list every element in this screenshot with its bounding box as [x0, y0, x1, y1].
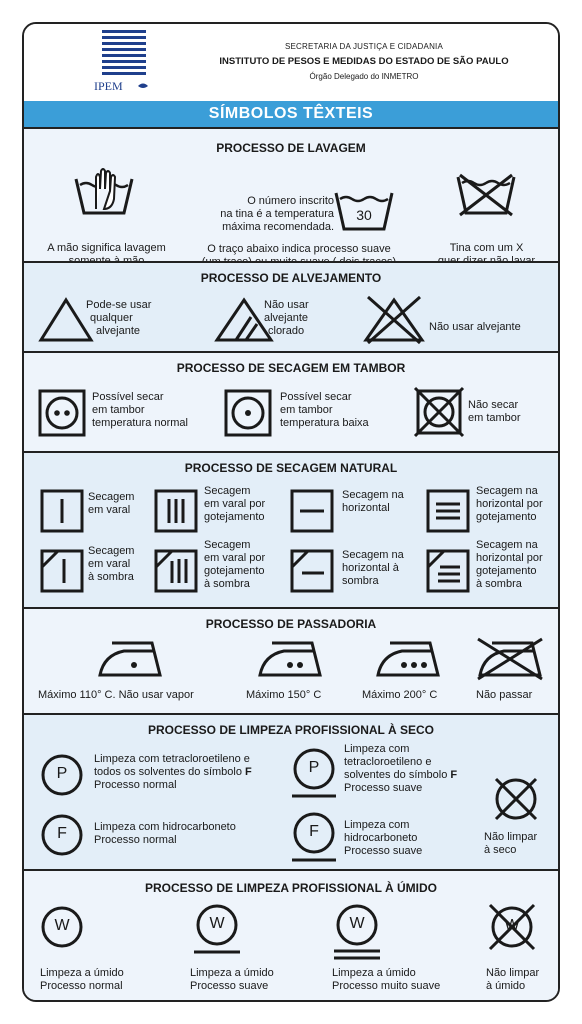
section-passadoria	[24, 607, 558, 715]
dry-clean-f-letter: F	[57, 825, 67, 842]
flat-dry-shade-label: Secagem na horizontal à sombra	[342, 549, 404, 587]
section-title: PROCESSO DE SECAGEM NATURAL	[184, 461, 398, 475]
line-dry-label: Secagem em varal	[88, 491, 135, 516]
hand-wash-icon	[74, 169, 134, 217]
no-wash-label: Tina com um X	[449, 242, 524, 254]
no-iron-label: Não passar	[476, 689, 533, 701]
iron-200-label: Máximo 200° C	[362, 689, 438, 701]
no-dry-clean-icon	[490, 773, 542, 825]
iron-150-label: Máximo 150° C	[246, 689, 322, 701]
temperature-info: O número inscrito na tina é a temperatura máxima recomendada.	[220, 195, 334, 233]
line-dry-shade-label: Secagem em varal à sombra	[88, 545, 135, 583]
no-wet-clean-label: Não limpar à úmido	[486, 967, 540, 992]
section-title: PROCESSO DE PASSADORIA	[205, 617, 377, 631]
wash-temperature: 30	[356, 207, 372, 223]
iron-110-label: Máximo 110° C. Não usar vapor	[38, 689, 194, 701]
tumble-dry-low-label: Possível secar em tambor temperatura baixa	[280, 391, 369, 429]
section-title: PROCESSO DE LIMPEZA PROFISSIONAL À SECO	[147, 723, 435, 737]
no-iron-icon	[474, 637, 546, 681]
drip-line-dry-icon	[154, 489, 198, 533]
section-limpeza-umido	[24, 869, 558, 1002]
drip-line-dry-shade-label: Secagem em varal por gotejamento à sombra	[204, 539, 266, 590]
drip-flat-dry-icon	[426, 489, 470, 533]
wet-clean-very-gentle-icon	[332, 903, 382, 961]
dry-clean-p-letter: P	[56, 765, 68, 782]
dry-clean-p-gentle-letter: P	[308, 759, 320, 776]
org-line-2: INSTITUTO DE PESOS E MEDIDAS DO ESTADO DE SÃO PAULO	[219, 56, 509, 67]
flat-dry-label: Secagem na horizontal	[342, 489, 404, 514]
line-dry-icon	[40, 489, 84, 533]
tumble-dry-low-icon	[224, 389, 272, 437]
section-title: PROCESSO DE LIMPEZA PROFISSIONAL À ÚMIDO	[144, 881, 438, 895]
bleach-no-chlorine-label: Não usar alvejante clorado	[264, 299, 309, 337]
wet-clean-very-gentle-letter: W	[349, 915, 365, 932]
section-title: PROCESSO DE ALVEJAMENTO	[200, 271, 382, 285]
textile-symbols-card	[22, 22, 560, 1002]
section-title: PROCESSO DE LAVAGEM	[216, 141, 366, 155]
header-text	[174, 40, 554, 83]
line-dry-shade-icon	[40, 549, 84, 593]
wet-clean-normal-label: Limpeza a úmido Processo normal	[40, 967, 124, 992]
dry-clean-f-normal-label: Limpeza com hidrocarboneto Processo normal	[94, 821, 236, 846]
section-alvejamento	[24, 261, 558, 353]
no-tumble-dry-icon	[414, 387, 464, 437]
iron-200-icon	[372, 639, 442, 679]
wet-clean-gentle-label: Limpeza a úmido Processo suave	[190, 967, 274, 992]
drip-line-dry-shade-icon	[154, 549, 198, 593]
wet-clean-gentle-letter: W	[209, 915, 225, 932]
wet-clean-very-gentle-label: Limpeza a úmido Processo muito suave	[332, 967, 441, 992]
tumble-dry-normal-label: Possível secar em tambor temperatura normal	[92, 391, 188, 429]
logo-text: IPEM	[94, 79, 123, 93]
org-line-1: SECRETARIA DA JUSTIÇA E CIDADANIA	[284, 42, 444, 51]
flat-dry-icon	[290, 489, 334, 533]
tumble-dry-normal-icon	[38, 389, 86, 437]
flat-dry-shade-icon	[290, 549, 334, 593]
dry-clean-p-normal-label: Limpeza com tetracloroetileno e todos os solventes do símbolo F Processo normal	[94, 753, 252, 791]
drip-line-dry-label: Secagem em varal por gotejamento	[204, 485, 266, 523]
bleach-any-label: Pode-se usar qualquer alvejante	[86, 299, 152, 337]
section-secagem-natural	[24, 451, 558, 609]
hand-wash-label: A mão significa lavagem	[47, 242, 166, 254]
section-lavagem	[24, 127, 558, 263]
drip-flat-dry-shade-label: Secagem na horizontal por gotejamento à sombra	[476, 539, 543, 590]
org-line-3: Órgão Delegado do INMETRO	[309, 72, 419, 81]
no-wet-clean-letter: W	[504, 917, 520, 934]
no-wash-icon	[456, 173, 516, 217]
dry-clean-p-suave-label: Limpeza com tetracloroetileno e solventes do símbolo F Processo suave	[344, 743, 458, 794]
section-title: PROCESSO DE SECAGEM EM TAMBOR	[176, 361, 406, 375]
section-limpeza-seco	[24, 713, 558, 871]
dry-clean-f-gentle-letter: F	[309, 823, 319, 840]
no-bleach-label: Não usar alvejante	[429, 321, 521, 333]
page-title: SÍMBOLOS TÊXTEIS	[24, 101, 558, 127]
drip-flat-dry-label: Secagem na horizontal por gotejamento	[476, 485, 543, 523]
iron-110-icon	[94, 639, 164, 679]
no-dry-clean-label: Não limpar à seco	[484, 831, 538, 856]
wet-clean-normal-letter: W	[54, 917, 70, 934]
lines-info: O traço abaixo indica processo suave	[207, 243, 391, 255]
no-tumble-dry-label: Não secar em tambor	[468, 399, 521, 424]
iron-150-icon	[254, 639, 324, 679]
header	[24, 24, 558, 100]
dry-clean-f-suave-label: Limpeza com hidrocarboneto Processo suave	[344, 819, 423, 857]
drip-flat-dry-shade-icon	[426, 549, 470, 593]
section-tambor	[24, 351, 558, 453]
no-bleach-icon	[362, 295, 426, 345]
